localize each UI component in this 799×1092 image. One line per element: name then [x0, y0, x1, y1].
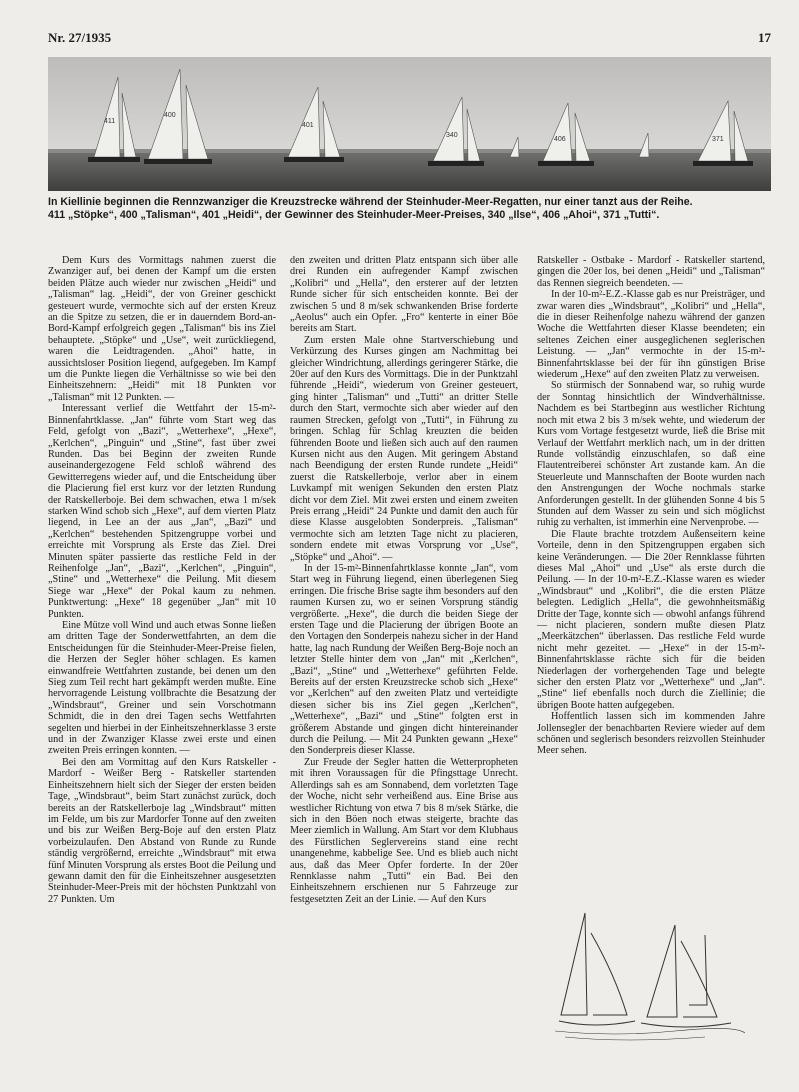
sail-number-400: 400	[164, 112, 176, 119]
paragraph: Zum ersten Male ohne Startverschiebung und Verkürzung des Kurses gingen am Nachmittag bei gleicher Windrichtung, allerdings geringerer Stärke, die 20er auf den Kurs des Vormittags. Die in der Punktzahl führende „Heidi“, wiederum von Greiner gesteuert, ging hinter „Talisman“ und „Tutti“ an dritter Stelle durch den Start, vermochte sich aber wieder auf den raumen Strecken, gefolgt von „Tutti“, in Führung zu bringen. Schlag für Schlag kreuzten die beiden führenden Boote und ließen sich auch auf den raumen Kursen nicht aus den Augen. Mit geringem Abstand nach Beendigung der ersten Runde rundete „Heidi“ zuerst die Ratskellerboje, verlor aber in einem Luvkampf mit wenigen Sekunden den ersten Platz dicht vor dem Ziel. Mit zwei ersten und einem zweiten Preis errang „Heidi“ 24 Punkte und damit den auch für diese Klasse ausgelobten Sonderpreis. „Talisman“ vermochte sich am letzten Tage nicht zu placieren, sondern endete mit etwas Vorsprung vor „Use“, „Stöpke“ und „Ahoi“. —	[290, 334, 518, 563]
paragraph: Interessant verlief die Wettfahrt der 15-m²-Binnenfahrtklasse. „Jan“ führte vom Start weg das Feld, gefolgt von „Bazi“, „Wetterhexe“, „Hexe“, „Kerlchen“, „Pinguin“ und „Stine“, fast über zwei Runden. Das bei Beginn der zweiten Runde auseinandergezogene Feld schloß während des Gewitterregens wieder auf, und die Entscheidung über die Placierung fiel erst kurz vor der letzten Rundung der Ratskellerboje. Bei dem schwachen, etwa 1 m/sek starken Wind schob sich „Hexe“, auf dem vierten Platz liegend, in Lee an der aus „Jan“, „Bazi“ und „Kerlchen“ bestehenden Spitzengruppe vorbei und erreichte mit Vorsprung als Erste das Ziel. Drei Minuten später passierte das restliche Feld in der Reihenfolge „Jan“, „Bazi“, „Kerlchen“, „Pinguin“, „Stine“ und „Wetterhexe“ die Peilung. Mit diesem Siege war „Hexe“ der Pokal kaum zu nehmen. Punktwertung: „Hexe“ 18 gegenüber „Jan“ mit 10 Punkten.	[48, 403, 276, 620]
page-number: 17	[758, 30, 771, 45]
sail-number-340: 340	[446, 132, 458, 139]
text-column-1	[48, 255, 276, 905]
paragraph: Ratskeller - Ostbake - Mardorf - Ratskeller startend, gingen die 20er los, bei denen „Heidi“ und „Talisman“ das Rennen siegreich beendeten. —	[537, 255, 765, 289]
sailboat-sketch	[555, 905, 745, 1045]
paragraph: So stürmisch der Sonnabend war, so ruhig wurde der Sonntag hinsichtlich der Windverhältnisse. Nachdem es bei Startbeginn aus westlicher Richtung noch mit etwa 2 bis 3 m/sek wehte, und wiederum der Kurs vom Vortage festgesetzt wurde, ließ die Brise mit Verlauf der Wettfahrt merklich nach, um in der dritten Runde vollständig einzuschlafen, so daß eine Flautentreiberei schönster Art zustande kam. An die Steuerleute und Mannschaften der Boote wurden nach den Anstrengungen der Woche nochmals starke Anforderungen gestellt. In der glühenden Sonne 4 bis 5 Stunden auf dem Wasser zu sein und sich möglichst ruhig zu verhalten, ist immerhin eine Nervenprobe. —	[537, 380, 765, 529]
sail-number-371: 371	[712, 136, 724, 143]
text-column-2	[290, 255, 518, 905]
sail-number-401: 401	[302, 122, 314, 129]
sail-number-411: 411	[104, 118, 116, 125]
sailboat-sketch-drawing	[555, 905, 745, 1045]
sail-number-406: 406	[554, 136, 566, 143]
paragraph: In der 10-m²-E.Z.-Klasse gab es nur Preisträger, und zwar waren dies „Windsbraut“, „Kolibri“ und „Hella“, die in dieser Reihenfolge nahezu während der ganzen Woche die Wettfahrten dieser Klasse beendeten; ein seltenes Zeichen einer ausgeglichenen seglerischen Leistung. — „Jan“ vermochte in der 15-m²-Binnenfahrtsklasse bei der für ihn günstigen Brise wiederum „Hexe“ auf den zweiten Platz zu verweisen.	[537, 289, 765, 381]
paragraph: Eine Mütze voll Wind und auch etwas Sonne ließen am dritten Tage der Sonderwettfahrten, an dem die Entscheidungen für die Steinhuder-Meer-Preise fielen, die Herzen der Segler höher schlagen. Es kamen einwandfreie Wettfahrten zustande, bei denen um den Sieg zum Teil recht hart gekämpft werden mußte. Eine hervorragende Leistung vollbrachte die Besatzung der „Windsbraut“, Greiner und sein Vorschotmann Schmidt, die in den drei Tagen sechs Wettfahrten segelten und hierbei in der Einheitszehnerklasse 3 erste und in der Zwanziger Klasse zwei erste und einen zweiten Preis erringen konnten. —	[48, 620, 276, 757]
caption-line-1: In Kiellinie beginnen die Rennzwanziger die Kreuzstrecke während der Steinhuder-Meer-Regatten, nur einer tanzt aus der Reihe.	[48, 196, 693, 208]
regatta-photo	[48, 57, 771, 191]
text-column-3	[537, 255, 765, 757]
paragraph: Hoffentlich lassen sich im kommenden Jahre Jollensegler der benachbarten Reviere wieder auf dem schönen und seglerisch besonders reizvollen Steinhuder Meer sehen.	[537, 711, 765, 757]
issue-number: Nr. 27/1935	[48, 30, 112, 45]
paragraph: Zur Freude der Segler hatten die Wetterpropheten mit ihren Voraussagen für die Pfingsttage Unrecht. Allerdings sah es am Sonnabend, dem vorletzten Tage der Woche, nicht sehr verheißend aus. Eine Brise aus westlicher Richtung von etwa 7 bis 8 m/sek Stärke, die sich in den Böen noch etwas steigerte, brachte das Meer ziemlich in Wallung. Am Start vor dem Klubhaus des Fürstlichen Seglervereins stand eine recht unangenehme, kabbelige See. Und es blieb auch nicht aus, daß das Meer Opfer forderte. In der 20er Rennklasse nahm „Tutti“ ein Bad. Bei den Einheitszehnern erschienen nur 5 Fahrzeuge zur festgesetzten Zeit an der Linie. — Auf den Kurs	[290, 756, 518, 905]
caption-line-2: 411 „Stöpke“, 400 „Talisman“, 401 „Heidi“, der Gewinner des Steinhuder-Meer-Preises, 340 „Ilse“, 406 „Ahoi“, 371 „Tutti“.	[48, 209, 660, 221]
regatta-photo-drawing	[48, 57, 771, 191]
paragraph: Die Flaute brachte trotzdem Außenseitern keine Vorteile, denn in den Spitzengruppen ergaben sich keine Veränderungen. — Die 20er Rennklasse führten dieses Mal „Ahoi“ und „Use“ als erste durch die Peilung. — In der 10-m²-E.Z.-Klasse waren es wieder „Windsbraut“ und „Kolibri“, die die ersten Plätze belegten. Lediglich „Hella“, die gewohnheitsmäßig Dritte der Tage, konnte sich — obwohl anfangs führend — nicht placieren, sondern mußte diesen Platz „Meerkätzchen“ überlassen. Das restliche Feld wurde nicht mehr gezeitet. — „Hexe“ in der 15-m²-Binnenfahrtsklasse rächte sich für die beiden Niederlagen der vorhergehenden Tage und belegte sicher den ersten Platz vor „Wetterhexe“ und „Jan“. „Stine“ lief ebenfalls noch durch die Ziellinie; die übrigen Boote hatten aufgegeben.	[537, 528, 765, 711]
paragraph: Bei den am Vormittag auf den Kurs Ratskeller - Mardorf - Weißer Berg - Ratskeller startenden Einheitszehnern hielt sich der Sieger der ersten beiden Tage, „Windsbraut“, beim Start zunächst zurück, doch bereits an der Ratskellerboje lag „Windsbraut“ mitten im Felde, um bis zur Mardorfer Tonne auf den zweiten und bis zur Weißen Berg-Boje auf den ersten Platz vorbeizulaufen. Den Abstand von Runde zu Runde ständig vergrößernd, erreichte „Windsbraut“ mit etwa fünf Minuten Vorsprung als erstes Boot die Peilung und gewann damit den für die Einheitszehner ausgesetzten Steinhuder-Meer-Preis mit der höchsten Punktzahl von 27 Punkten. Um	[48, 756, 276, 905]
paragraph: den zweiten und dritten Platz entspann sich über alle drei Runden ein aufregender Kampf zwischen „Kolibri“ und „Hella“, den ersterer auf der letzten Runde sicher für sich entscheiden konnte. Bei der zwischen 5 und 8 m/sek schwankenden Brise forderte „Aeolus“ auch ein Opfer. „Fro“ kenterte in einer Böe bereits am Start.	[290, 255, 518, 335]
paragraph: Dem Kurs des Vormittags nahmen zuerst die Zwanziger auf, bei denen der Kampf um die ersten beiden Plätze auch wieder nur zwischen „Heidi“ und „Talisman“ lag. „Heidi“, der von Greiner geschickt gesteuert wurde, vermochte sich auf der ersten Kreuz an die Spitze zu setzen, die er in dauerndem Bord-an-Bord-Kampf erfolgreich gegen „Talisman“ bis ins Ziel behauptete. „Stöpke“ und „Use“, weit zurückliegend, waren die Leidtragenden. „Ahoi“ hatte, in aussichtsloser Position liegend, aufgegeben. Im Kampf um die Punkte liegen die Verhältnisse so wie bei den Einheitszehnern: „Heidi“ mit 18 Punkten vor „Talisman“ mit 12 Punkten. —	[48, 255, 276, 403]
photo-caption	[48, 196, 772, 222]
page-header	[48, 30, 771, 46]
paragraph: In der 15-m²-Binnenfahrtklasse konnte „Jan“, vom Start weg in Führung liegend, einen überlegenen Sieg erringen. Die frische Brise sagte ihm besonders auf den raumen Kursen zu, wo er seinen Vorsprung ständig vergrößerte. „Hexe“, die durch die beiden Siege der ersten Tage und die Placierung der übrigen Boote an den Vortagen den Sonderpeis nahezu sicher in der Hand hatte, lag nach Rundung der Weißen Berg-Boje noch an letzter Stelle hinter dem von „Jan“ mit „Kerlchen“, „Bazi“, „Stine“ und „Wetterhexe“ geführten Felde. Bereits auf der ersten Kreuzstrecke schob sich „Hexe“ vor „Kerlchen“ auf den zweiten Platz und verteidigte diesen sicher bis ins Ziel gegen „Kerlchen“, „Wetterhexe“, „Bazi“ und „Stine“ folgten erst in größerem Abstande und gingen dicht hintereinander durch die Peilung. — Mit 24 Punkten gewann „Hexe“ den Sonderpreis dieser Klasse.	[290, 562, 518, 757]
